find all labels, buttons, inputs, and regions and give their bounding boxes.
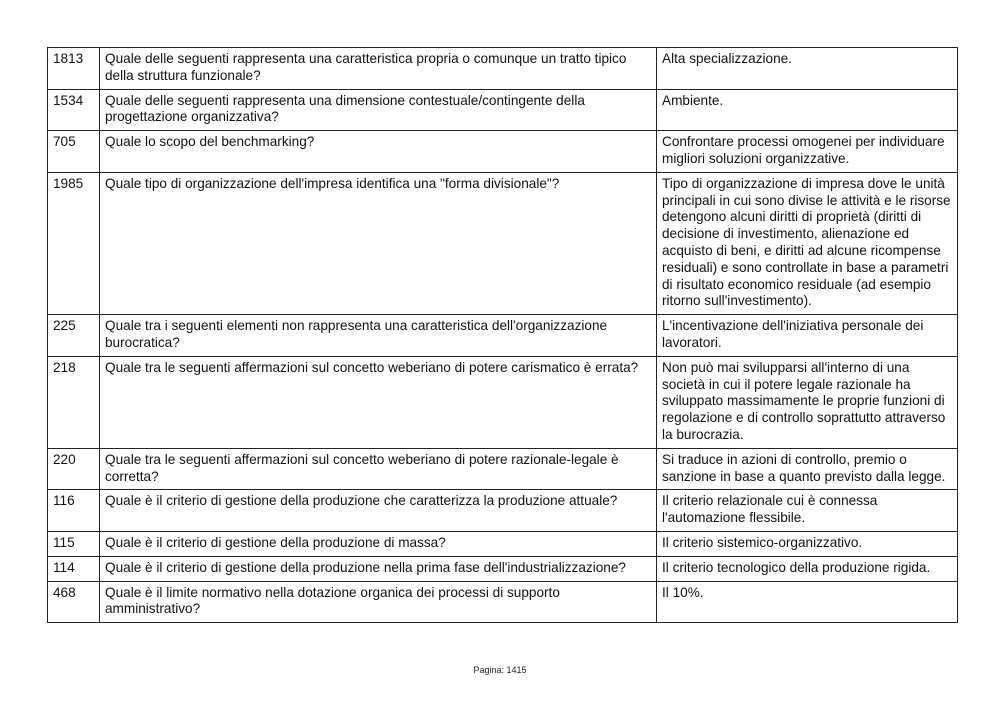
question-cell: Quale tra le seguenti affermazioni sul concetto weberiano di potere razionale-legale è corretta? [100,448,657,490]
question-cell: Quale è il criterio di gestione della produzione che caratterizza la produzione attuale? [100,490,657,532]
row-id-cell: 225 [48,315,100,357]
table-row [48,89,958,131]
table-row [48,448,958,490]
answer-cell: Il criterio relazionale cui è connessa l'automazione flessibile. [657,490,958,532]
question-cell: Quale tra le seguenti affermazioni sul concetto weberiano di potere carismatico è errata? [100,356,657,448]
answer-cell: Confrontare processi omogenei per individuare migliori soluzioni organizzative. [657,131,958,173]
answer-cell: Il criterio tecnologico della produzione rigida. [657,556,958,581]
row-id-cell: 1534 [48,89,100,131]
page-number: Pagina: 1415 [473,665,527,675]
table-row [48,581,958,623]
question-cell: Quale delle seguenti rappresenta una dimensione contestuale/contingente della progettazione organizzativa? [100,89,657,131]
answer-cell: L'incentivazione dell'iniziativa personale dei lavoratori. [657,315,958,357]
question-cell: Quale è il criterio di gestione della produzione nella prima fase dell'industrializzazione? [100,556,657,581]
row-id-cell: 116 [48,490,100,532]
answer-cell: Il 10%. [657,581,958,623]
row-id-cell: 218 [48,356,100,448]
row-id-cell: 705 [48,131,100,173]
table-row [48,315,958,357]
row-id-cell: 1985 [48,172,100,314]
question-cell: Quale è il limite normativo nella dotazione organica dei processi di supporto amministrativo? [100,581,657,623]
question-table [47,47,958,623]
answer-cell: Alta specializzazione. [657,48,958,90]
question-cell: Quale tipo di organizzazione dell'impresa identifica una "forma divisionale"? [100,172,657,314]
question-table-container [47,47,957,623]
table-row [48,131,958,173]
table-row [48,490,958,532]
answer-cell: Si traduce in azioni di controllo, premio o sanzione in base a quanto previsto dalla legge. [657,448,958,490]
table-row [48,556,958,581]
table-row [48,531,958,556]
question-cell: Quale tra i seguenti elementi non rappresenta una caratteristica dell'organizzazione burocratica? [100,315,657,357]
answer-cell: Tipo di organizzazione di impresa dove le unità principali in cui sono divise le attività e le risorse detengono alcuni diritti di proprietà (diritti di decisione di investimento, alienazione ed acquisto di beni, e diritti ad alcune ricompense residuali) e sono controllate in base a parametri di risultato economico residuale (ad esempio ritorno sull'investimento). [657,172,958,314]
table-row [48,356,958,448]
answer-cell: Il criterio sistemico-organizzativo. [657,531,958,556]
answer-cell: Non può mai svilupparsi all'interno di una società in cui il potere legale razionale ha sviluppato massimamente le proprie funzioni di regolazione e di controllo soprattutto attraverso la burocrazia. [657,356,958,448]
row-id-cell: 1813 [48,48,100,90]
question-cell: Quale delle seguenti rappresenta una caratteristica propria o comunque un tratto tipico della struttura funzionale? [100,48,657,90]
row-id-cell: 468 [48,581,100,623]
table-row [48,48,958,90]
answer-cell: Ambiente. [657,89,958,131]
question-table-body [48,48,958,623]
question-cell: Quale è il criterio di gestione della produzione di massa? [100,531,657,556]
row-id-cell: 220 [48,448,100,490]
row-id-cell: 114 [48,556,100,581]
table-row [48,172,958,314]
row-id-cell: 115 [48,531,100,556]
question-cell: Quale lo scopo del benchmarking? [100,131,657,173]
